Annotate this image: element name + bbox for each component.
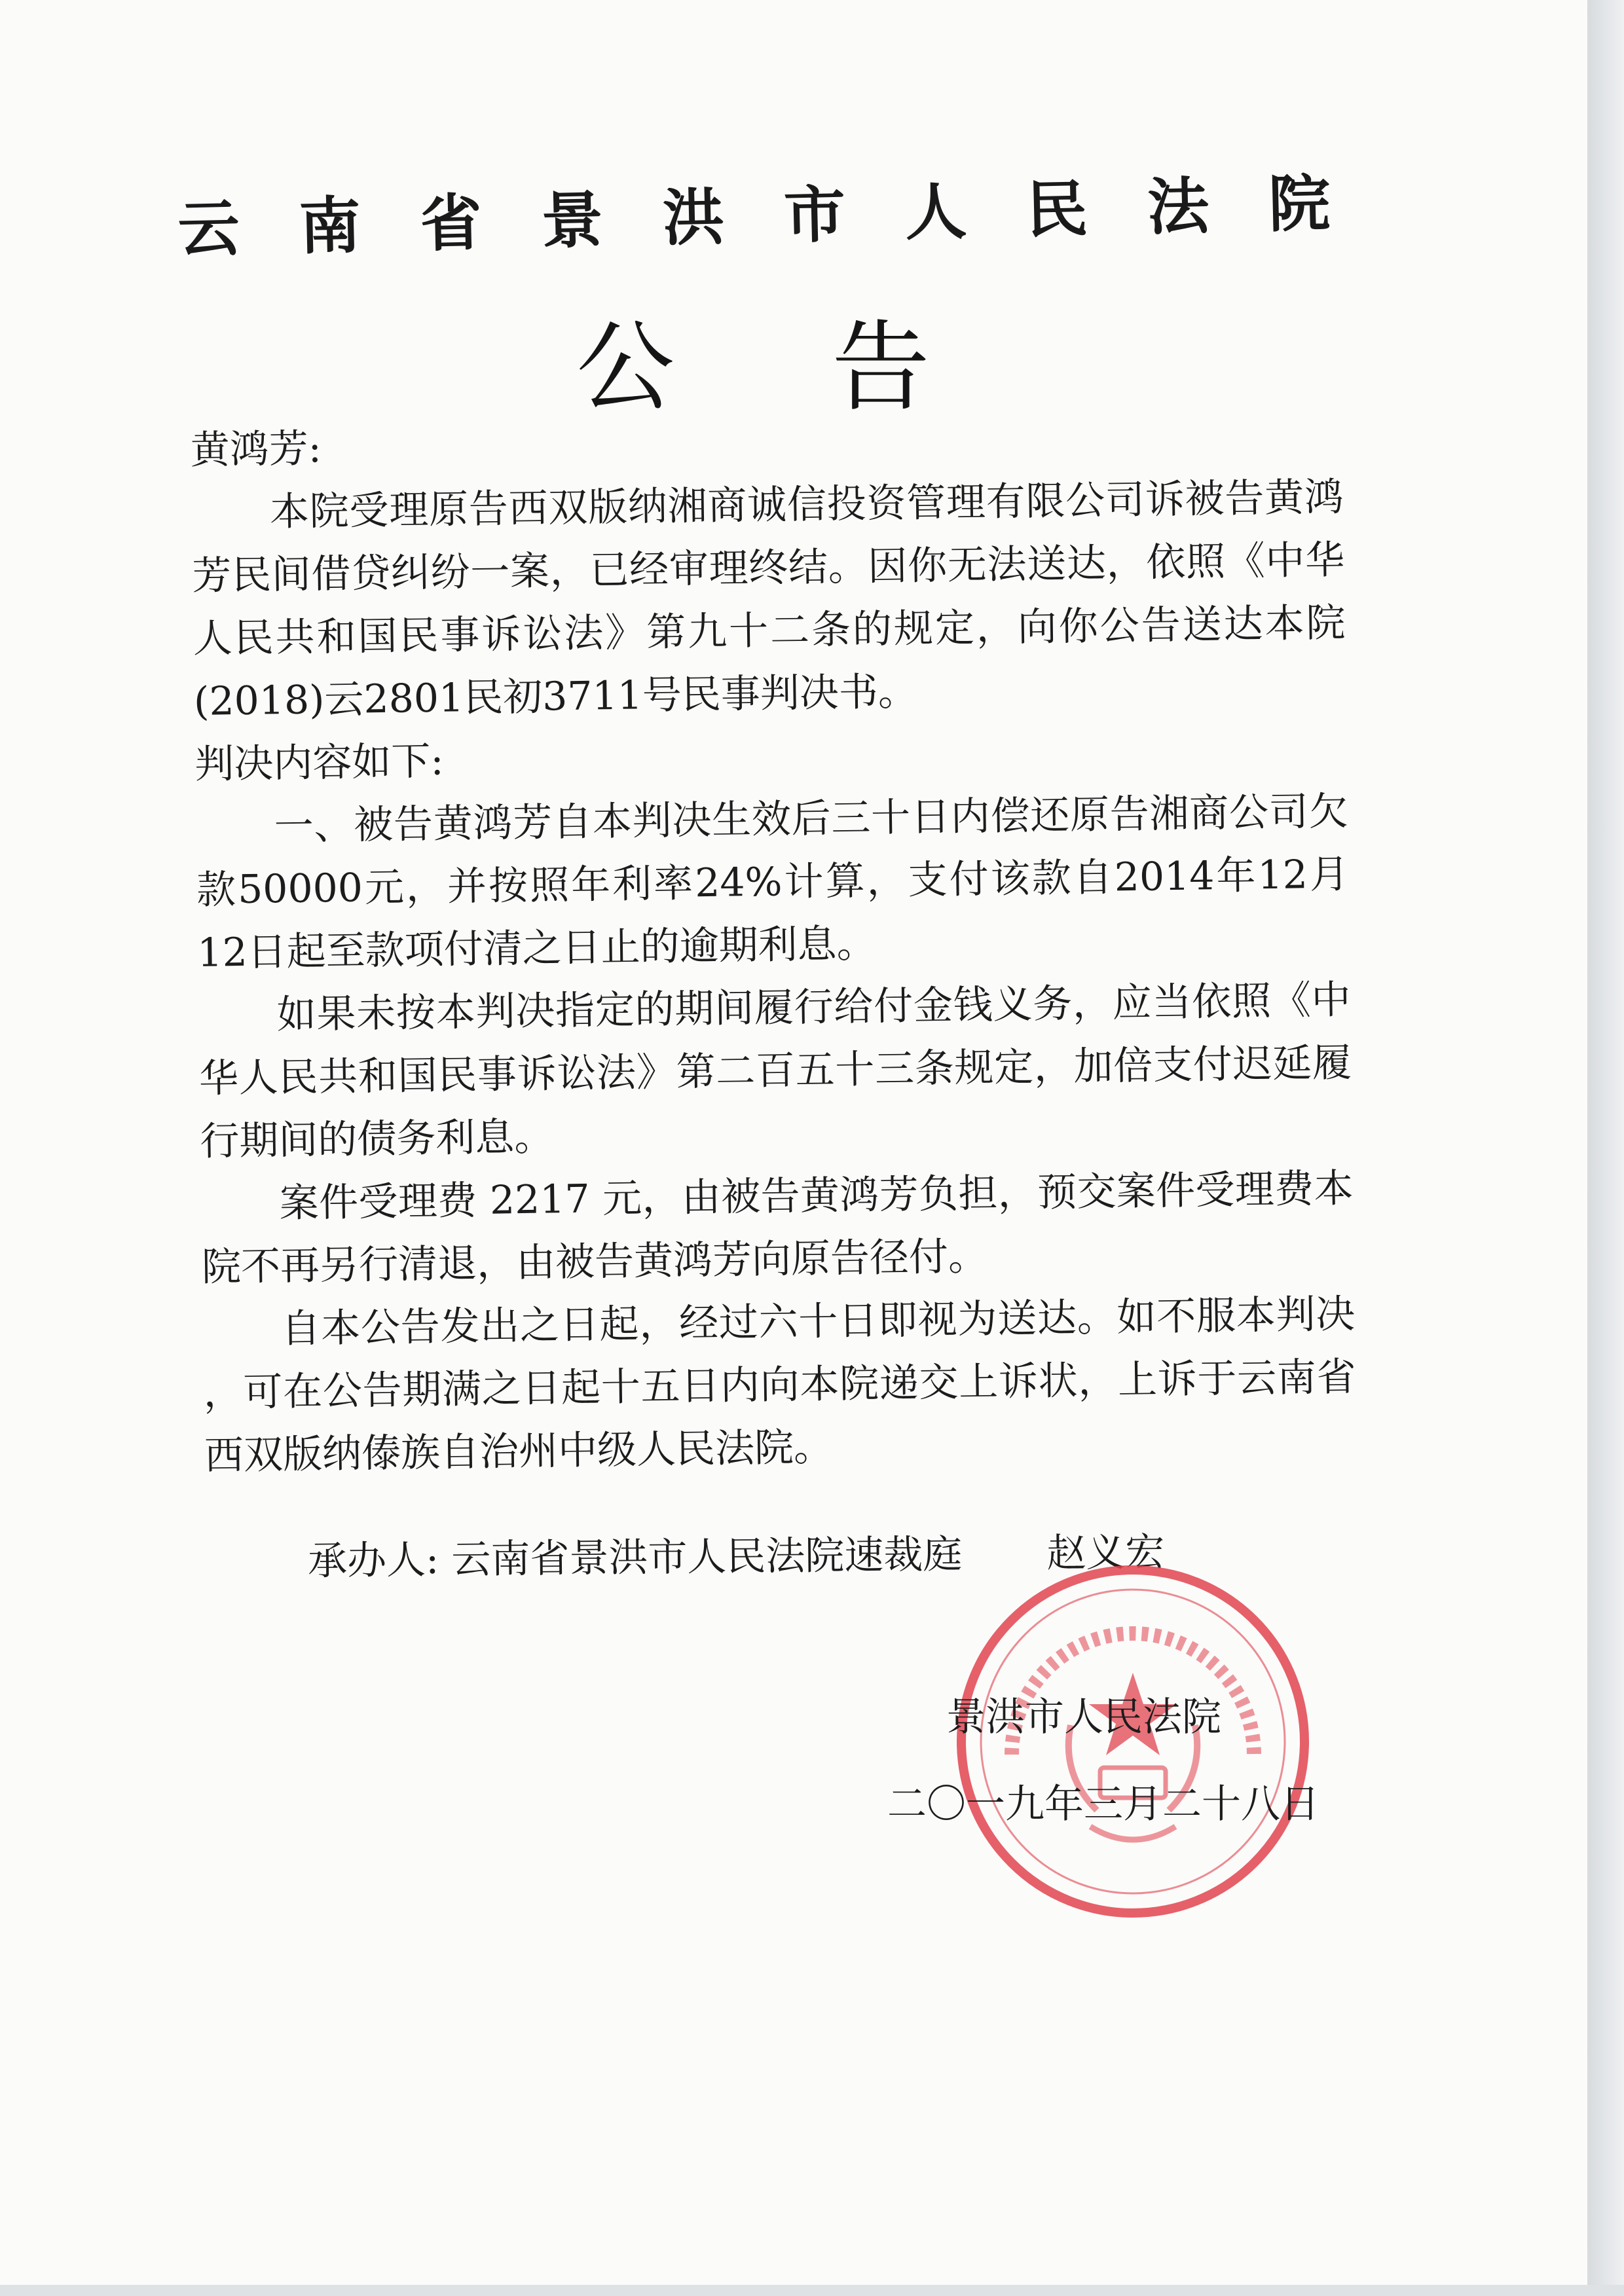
scan-right-edge (1587, 0, 1624, 2296)
title-char: 公 (576, 311, 675, 425)
notice-body (190, 403, 1357, 1487)
paragraph-case-summary: 本院受理原告西双版纳湘商诚信投资管理有限公司诉被告黄鸿芳民间借贷纠纷一案，已经审理终结。因你无法送达，依照《中华人民共和国民事诉讼法》第九十二条的规定，向你公告送达本院(2018)云2801民初3711号民事判决书。 (191, 474, 1346, 725)
paragraph-appeal-notice: 自本公告发出之日起，经过六十日即视为送达。如不服本判决 ，可在公告期满之日起十五日内向本院递交上诉状，上诉于云南省西双版纳傣族自治州中级人民法院。 (203, 1291, 1357, 1479)
notice-title (576, 288, 930, 429)
court-name-char: 民 (1025, 173, 1089, 247)
title-char: 告 (831, 311, 930, 425)
handler-department: 云南省景洪市人民法院速裁庭 (451, 1531, 963, 1583)
paragraph-judgment-item: 一、被告黄鸿芳自本判决生效后三十日内偿还原告湘商公司欠款50000元，并按照年利率24%计算，支付该款自2014年12月12日起至款项付清之日止的逾期利息。 (196, 788, 1350, 976)
paragraph-case-fee: 案件受理费 2217 元，由被告黄鸿芳负担，预交案件受理费本院不再另行清退，由被告黄鸿芳向原告径付。 (201, 1165, 1354, 1290)
court-name-char: 洪 (661, 182, 726, 255)
court-name-char: 人 (904, 176, 968, 249)
handler-label: 承办人: (307, 1537, 439, 1584)
court-name-char: 景 (540, 185, 604, 258)
court-name-char: 院 (1268, 168, 1331, 242)
judgment-intro: 判决内容如下: (194, 738, 445, 788)
paragraph-late-interest: 如果未按本判决指定的期间履行给付金钱义务，应当依照《中华人民共和国民事诉讼法》第二百五十三条规定，加倍支付迟延履行期间的债务利息。 (198, 977, 1352, 1165)
salutation: 黄鸿芳: (190, 426, 322, 473)
court-name-char: 省 (419, 187, 483, 261)
signature-date: 二〇一九年三月二十八日 (887, 1781, 1320, 1827)
scan-bottom-edge (0, 2285, 1624, 2296)
court-name-char: 法 (1146, 171, 1210, 244)
handler-name: 赵义宏 (1046, 1529, 1165, 1577)
court-name-char: 云 (177, 192, 240, 266)
signature-court: 景洪市人民法院 (946, 1694, 1221, 1740)
court-name-char: 南 (298, 190, 362, 263)
court-name-char: 市 (783, 179, 847, 252)
